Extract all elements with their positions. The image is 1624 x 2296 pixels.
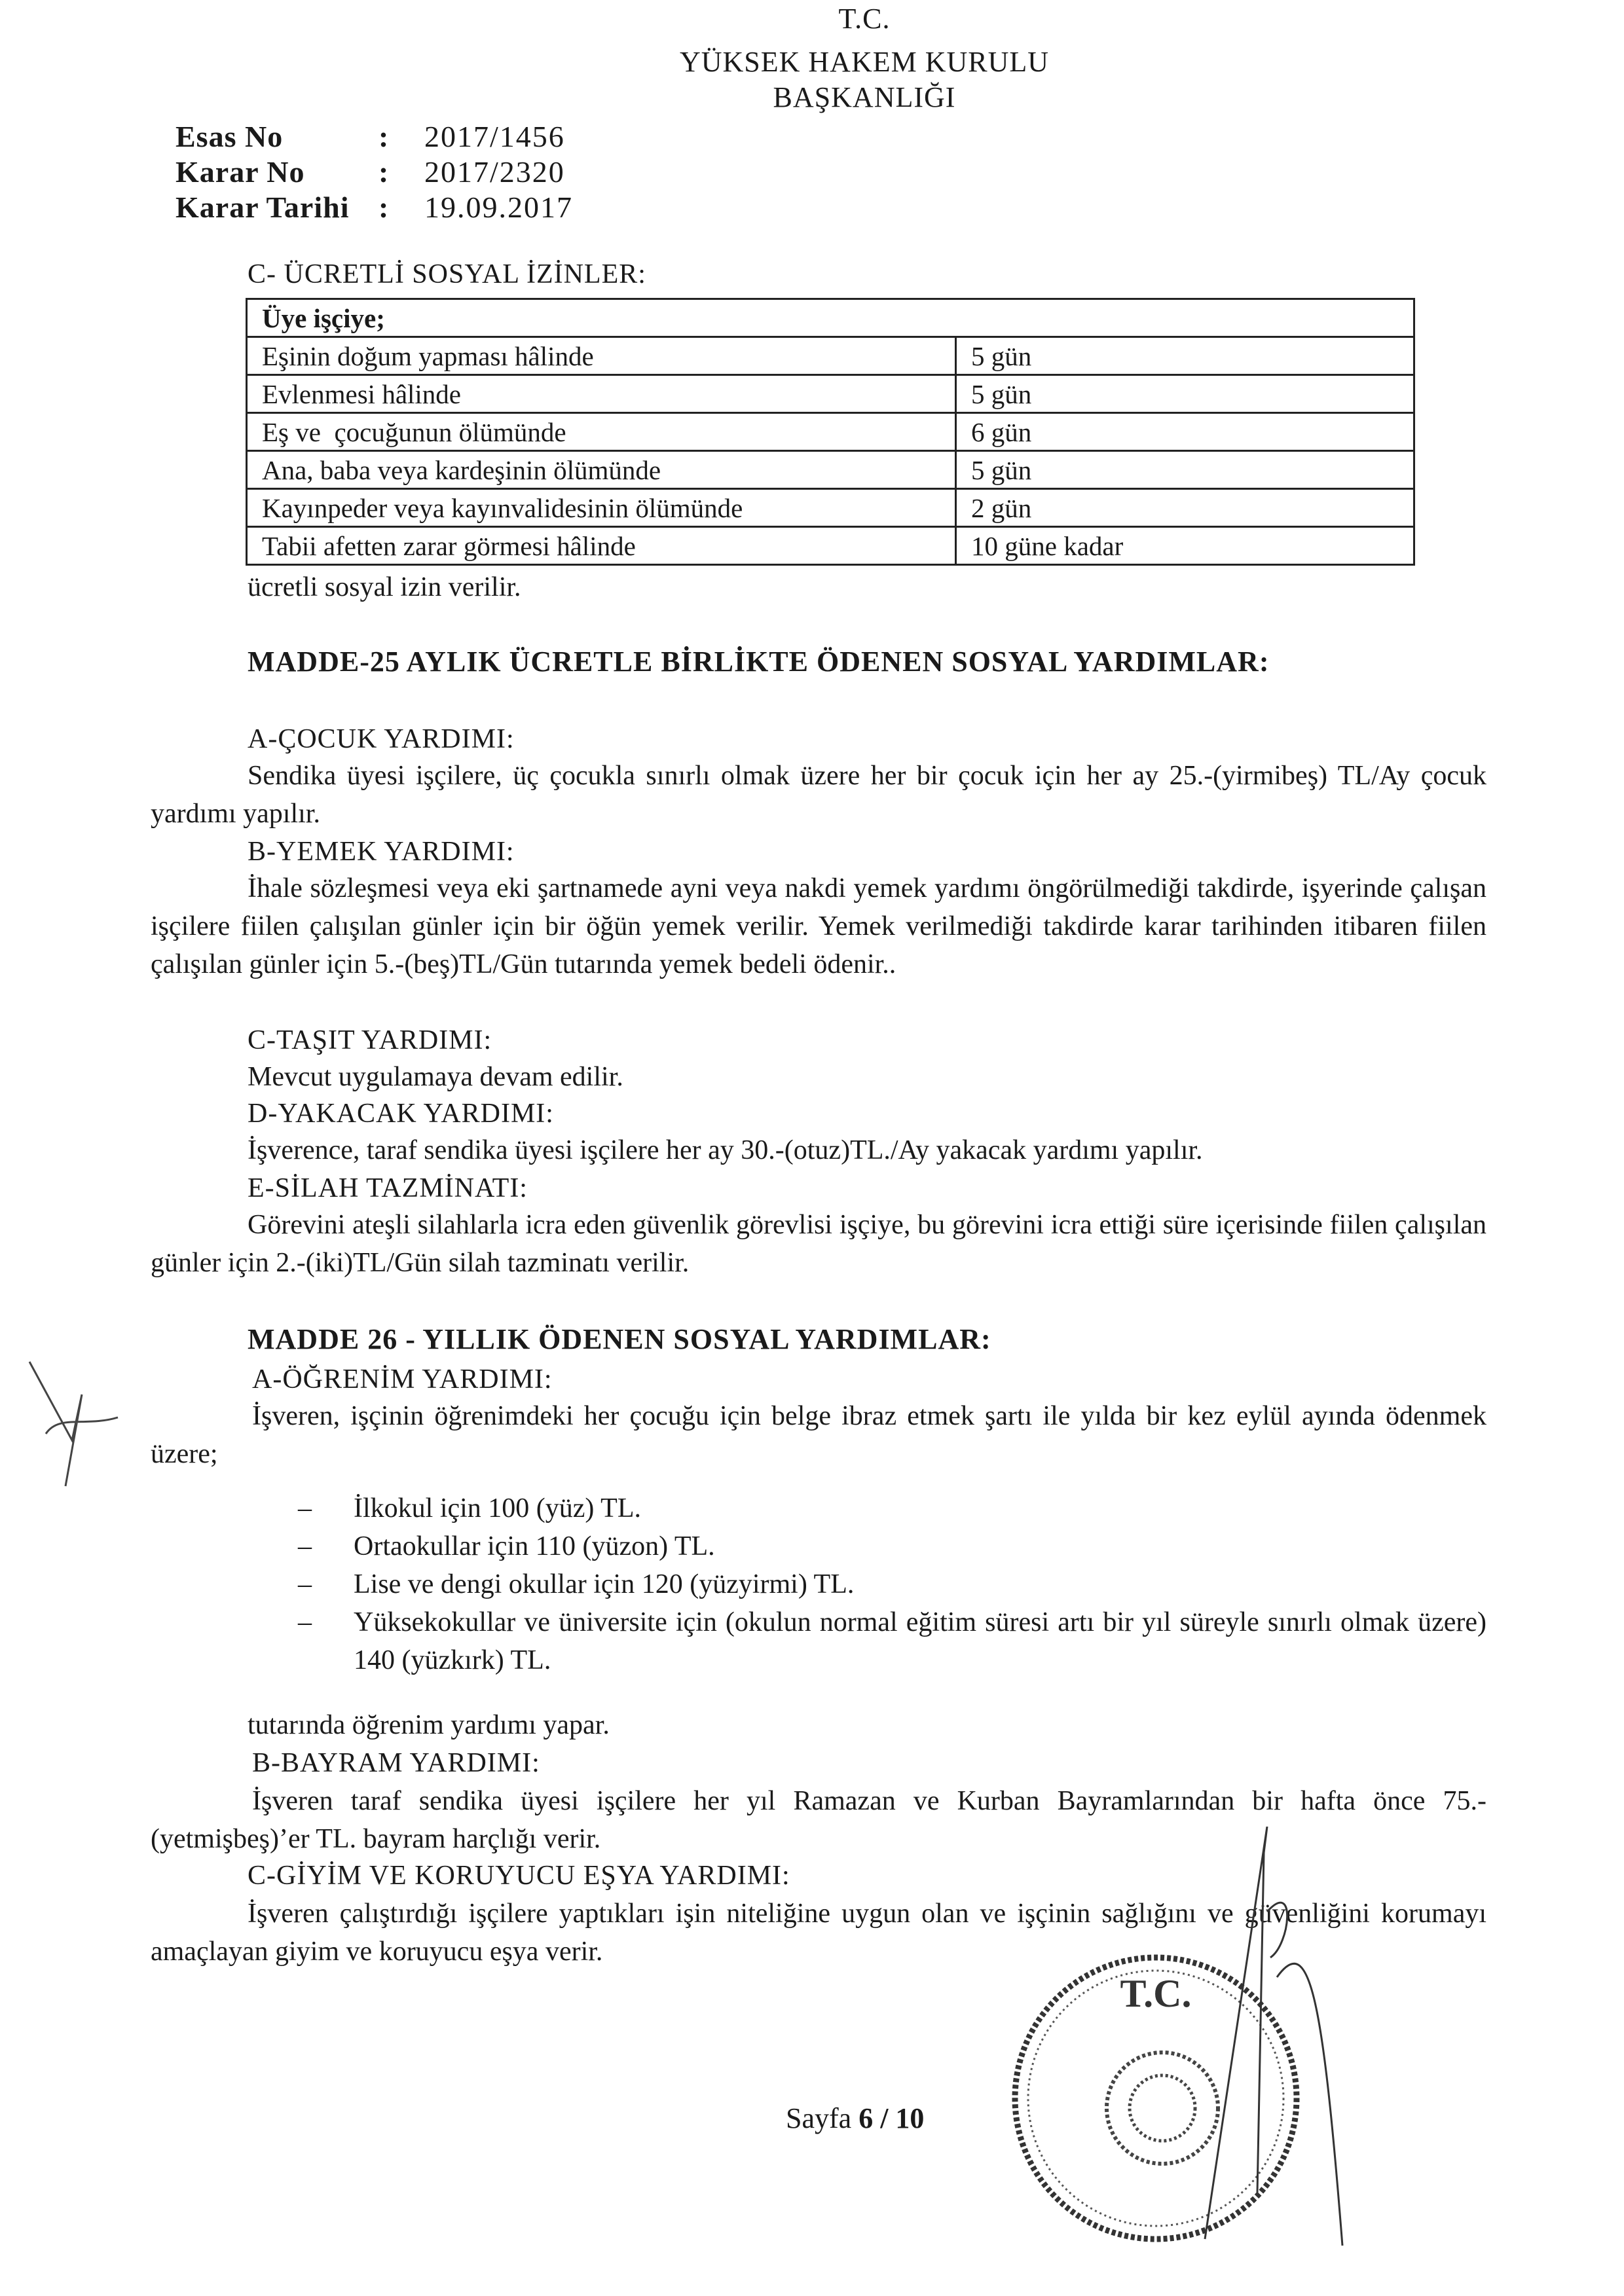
list-item: [298, 1527, 1486, 1565]
table-row: [247, 413, 1414, 451]
seal-text: T.C.: [1120, 1972, 1192, 2015]
table-row: [247, 375, 1414, 413]
education-allowance-outro: tutarında öğrenim yardımı yapar.: [248, 1710, 610, 1740]
page-number: [786, 2102, 924, 2135]
holiday-allowance-body: İşveren taraf sendika üyesi işçilere her yıl Ramazan ve Kurban Bayramlarından bir hafta önce 75.-(yetmişbeş)’er TL. bayram harçlığı verir.: [151, 1786, 1486, 1854]
page-separator: /: [880, 2102, 889, 2134]
table-row: [247, 527, 1414, 565]
page-current: 6: [858, 2102, 874, 2134]
header-presidency: BAŞKANLIĞI: [773, 81, 956, 113]
leave-case: Tabii afetten zarar görmesi hâlinde: [247, 527, 956, 565]
page-label: Sayfa: [786, 2102, 852, 2134]
signature-icon: [1192, 1827, 1401, 2252]
esas-no-value: 2017/1456: [424, 120, 565, 153]
section-c-footer: ücretli sosyal izin verilir.: [248, 572, 521, 602]
transport-allowance-text: Mevcut uygulamaya devam edilir.: [248, 1062, 623, 1092]
leave-case: Kayınpeder veya kayınvalidesinin ölümünde: [247, 489, 956, 527]
education-allowance-intro-body: İşveren, işçinin öğrenimdeki her çocuğu için belge ibraz etmek şartı ile yılda bir kez eylül ayında ödenmek üzere;: [151, 1401, 1486, 1469]
karar-no-row: [175, 155, 573, 190]
child-allowance-body: Sendika üyesi işçilere, üç çocukla sınırlı olmak üzere her bir çocuk için her ay 25.-(yirmibeş) TL/Ay çocuk yardımı yapılır.: [151, 761, 1486, 829]
esas-no-row: [175, 119, 573, 155]
dash-bullet: –: [298, 1493, 312, 1523]
margin-initial-icon: [20, 1355, 138, 1493]
weapon-compensation-body: Görevini ateşli silahlarla icra eden güvenlik görevlisi işçiye, bu görevini icra ettiği süre içerisinde fiilen çalışılan günler için 2.-(iki)TL/Gün silah tazminatı verilir.: [151, 1210, 1486, 1278]
fuel-allowance-text: İşverence, taraf sendika üyesi işçilere her ay 30.-(otuz)TL./Ay yakacak yardımı yapılır.: [248, 1135, 1203, 1165]
karar-no-value: 2017/2320: [424, 155, 565, 189]
page-total: 10: [895, 2102, 925, 2134]
paid-leave-table: [246, 298, 1415, 566]
leave-days: 5 gün: [956, 451, 1414, 489]
meal-allowance-text: [151, 869, 1486, 983]
table-row: [247, 451, 1414, 489]
leave-case: Evlenmesi hâlinde: [247, 375, 956, 413]
initial-stroke: [29, 1362, 118, 1486]
weapon-compensation-text: [151, 1206, 1486, 1282]
list-item: [298, 1565, 1486, 1603]
karar-tarihi-row: [175, 190, 573, 225]
meta-colon: :: [378, 120, 389, 153]
leave-days: 5 gün: [956, 337, 1414, 375]
clothing-allowance-title: C-GİYİM VE KORUYUCU EŞYA YARDIMI:: [248, 1861, 790, 1891]
list-item-text: İlkokul için 100 (yüz) TL.: [354, 1493, 641, 1523]
child-allowance-title: A-ÇOCUK YARDIMI:: [248, 724, 515, 754]
list-item-text: Yüksekokullar ve üniversite için (okulun normal eğitim süresi artı bir yıl süreyle sınırlı olmak üzere) 140 (yüzkırk) TL.: [354, 1607, 1486, 1675]
section-c-title: C- ÜCRETLİ SOSYAL İZİNLER:: [248, 259, 646, 289]
dash-bullet: –: [298, 1607, 312, 1637]
education-allowance-intro: [151, 1397, 1486, 1473]
dash-bullet: –: [298, 1569, 312, 1599]
meta-label: Karar No: [175, 155, 305, 189]
dash-bullet: –: [298, 1531, 312, 1561]
karar-tarihi-value: 19.09.2017: [424, 191, 573, 224]
leave-case: Ana, baba veya kardeşinin ölümünde: [247, 451, 956, 489]
list-item: [298, 1603, 1486, 1679]
header-tc: T.C.: [838, 3, 891, 35]
leave-days: 10 güne kadar: [956, 527, 1414, 565]
seal-crescent-icon: [1130, 2075, 1195, 2141]
holiday-allowance-title: B-BAYRAM YARDIMI:: [252, 1748, 540, 1778]
clothing-allowance-body: İşveren çalıştırdığı işçilere yaptıkları işin niteliğine uygun olan ve işçinin sağlığını ve güvenliğini korumayı amaçlayan giyim ve koruyucu eşya verir.: [151, 1899, 1486, 1967]
meta-label: Karar Tarihi: [175, 191, 350, 224]
education-allowance-title: A-ÖĞRENİM YARDIMI:: [252, 1364, 553, 1394]
fuel-allowance-title: D-YAKACAK YARDIMI:: [248, 1099, 554, 1129]
list-item: [298, 1489, 1486, 1527]
list-item-text: Ortaokullar için 110 (yüzon) TL.: [354, 1531, 715, 1561]
list-item-text: Lise ve dengi okullar için 120 (yüzyirmi) TL.: [354, 1569, 855, 1599]
table-row: [247, 489, 1414, 527]
header-institution: YÜKSEK HAKEM KURULU: [679, 46, 1050, 78]
meta-colon: :: [378, 155, 389, 189]
weapon-compensation-title: E-SİLAH TAZMİNATI:: [248, 1173, 528, 1203]
leave-days: 6 gün: [956, 413, 1414, 451]
meta-label: Esas No: [175, 120, 284, 153]
madde-26-title: MADDE 26 - YILLIK ÖDENEN SOSYAL YARDIMLAR:: [248, 1323, 991, 1355]
transport-allowance-title: C-TAŞIT YARDIMI:: [248, 1025, 492, 1055]
child-allowance-text: [151, 757, 1486, 833]
meal-allowance-title: B-YEMEK YARDIMI:: [248, 837, 515, 867]
meta-colon: :: [378, 191, 389, 224]
meal-allowance-body: İhale sözleşmesi veya eki şartnamede ayni veya nakdi yemek yardımı öngörülmediği takdirde, işyerinde çalışan işçilere fiilen çalışılan günler için bir öğün yemek verilir. Yemek verilmediği takdirde karar tarihinden itibaren fiilen çalışılan günler için 5.-(beş)TL/Gün tutarında yemek bedeli ödenir..: [151, 873, 1486, 979]
table-header-cell: Üye işçiye;: [247, 299, 1414, 337]
education-allowance-list: [298, 1489, 1486, 1679]
leave-case: Eş ve çocuğunun ölümünde: [247, 413, 956, 451]
madde-25-title: MADDE-25 AYLIK ÜCRETLE BİRLİKTE ÖDENEN SOSYAL YARDIMLAR:: [248, 646, 1270, 678]
leave-days: 2 gün: [956, 489, 1414, 527]
leave-days: 5 gün: [956, 375, 1414, 413]
leave-case: Eşinin doğum yapması hâlinde: [247, 337, 956, 375]
signature-stroke: [1205, 1827, 1342, 2246]
table-header-row: [247, 299, 1414, 337]
table-row: [247, 337, 1414, 375]
case-metadata: [175, 119, 573, 225]
